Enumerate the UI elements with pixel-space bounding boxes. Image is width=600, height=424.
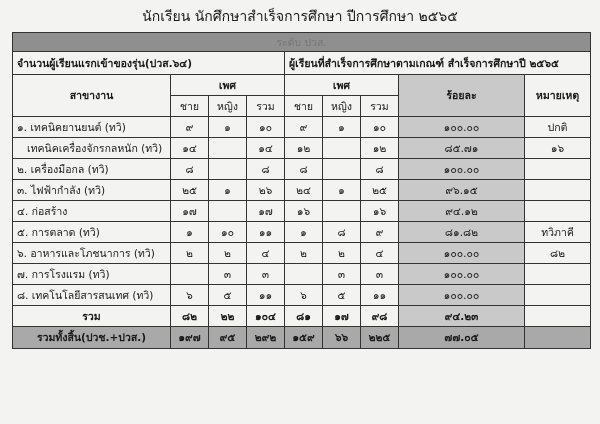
grad-female: ๕ xyxy=(323,285,361,306)
grad-male: ๑๒ xyxy=(285,138,323,159)
grad-total: ๑๑ xyxy=(361,285,399,306)
percent-value: ๘๕.๗๑ xyxy=(399,138,525,159)
grand-grad-female: ๖๖ xyxy=(323,327,361,349)
entry-female: ๓ xyxy=(209,264,247,285)
grad-male: ๑๖ xyxy=(285,201,323,222)
grad-female: ๑ xyxy=(323,180,361,201)
grad-female xyxy=(323,201,361,222)
entry-total: ๒๖ xyxy=(247,180,285,201)
entry-total: ๑๑ xyxy=(247,285,285,306)
note-value xyxy=(525,159,591,180)
total-percent: ๙๔.๒๓ xyxy=(399,306,525,327)
major-name: ๗. การโรงแรม (ทวิ) xyxy=(13,264,171,285)
entry-male: ๒๕ xyxy=(171,180,209,201)
grad-female xyxy=(323,138,361,159)
entry-female: ๑๐ xyxy=(209,222,247,243)
grad-male xyxy=(285,264,323,285)
entry-total: ๑๔ xyxy=(247,138,285,159)
grad-male: ๘ xyxy=(285,159,323,180)
entry-total: ๘ xyxy=(247,159,285,180)
table-row xyxy=(13,285,591,306)
graduation-table xyxy=(12,32,591,349)
total-entry-female: ๒๒ xyxy=(209,306,247,327)
group-right-header: ผู้เรียนที่สำเร็จการศึกษาตามเกณฑ์ สำเร็จการศึกษาปี ๒๕๖๕ xyxy=(285,52,591,75)
entry-male: ๖ xyxy=(171,285,209,306)
total-grad-male: ๘๑ xyxy=(285,306,323,327)
male-header-left: ชาย xyxy=(171,96,209,117)
total-entry-total: ๑๐๔ xyxy=(247,306,285,327)
grad-total: ๙ xyxy=(361,222,399,243)
total-grad-total: ๙๘ xyxy=(361,306,399,327)
level-label: ระดับ ปวส. xyxy=(13,33,591,52)
percent-value: ๑๐๐.๐๐ xyxy=(399,264,525,285)
entry-total: ๑๗ xyxy=(247,201,285,222)
grad-female: ๑ xyxy=(323,117,361,138)
grand-percent: ๗๗.๐๕ xyxy=(399,327,525,349)
entry-total: ๑๐ xyxy=(247,117,285,138)
grand-total-label: รวมทั้งสิ้น(ปวช.+ปวส.) xyxy=(13,327,171,349)
grad-female xyxy=(323,159,361,180)
total-grad-female: ๑๗ xyxy=(323,306,361,327)
percent-value: ๘๑.๘๒ xyxy=(399,222,525,243)
table-row xyxy=(13,243,591,264)
percent-value: ๑๐๐.๐๐ xyxy=(399,285,525,306)
entry-female: ๒ xyxy=(209,243,247,264)
percent-header: ร้อยละ xyxy=(399,75,525,117)
table-row xyxy=(13,180,591,201)
entry-total: ๑๑ xyxy=(247,222,285,243)
sex-header-left: เพศ xyxy=(171,75,285,96)
major-name: ๔. ก่อสร้าง xyxy=(13,201,171,222)
female-header-right: หญิง xyxy=(323,96,361,117)
grand-grad-male: ๑๕๙ xyxy=(285,327,323,349)
entry-female: ๑ xyxy=(209,180,247,201)
major-name: ๑. เทคนิคยานยนต์ (ทวิ) xyxy=(13,117,171,138)
note-value xyxy=(525,180,591,201)
grad-male: ๒๔ xyxy=(285,180,323,201)
major-header: สาขางาน xyxy=(13,75,171,117)
major-name: ๕. การตลาด (ทวิ) xyxy=(13,222,171,243)
total-label: รวม xyxy=(13,306,171,327)
note-value xyxy=(525,264,591,285)
percent-value: ๙๖.๑๕ xyxy=(399,180,525,201)
grand-entry-female: ๙๕ xyxy=(209,327,247,349)
entry-female: ๕ xyxy=(209,285,247,306)
grad-total: ๒๕ xyxy=(361,180,399,201)
group-left-header: จำนวนผู้เรียนแรกเข้าของรุ่น(ปวส.๖๔) xyxy=(13,52,285,75)
sex-header-right: เพศ xyxy=(285,75,399,96)
male-header-right: ชาย xyxy=(285,96,323,117)
grad-male: ๙ xyxy=(285,117,323,138)
percent-value: ๑๐๐.๐๐ xyxy=(399,243,525,264)
percent-value: ๙๔.๑๒ xyxy=(399,201,525,222)
table-row xyxy=(13,222,591,243)
major-name: ๘. เทคโนโลยีสารสนเทศ (ทวิ) xyxy=(13,285,171,306)
percent-value: ๑๐๐.๐๐ xyxy=(399,159,525,180)
note-value: ๘๒ xyxy=(525,243,591,264)
entry-male: ๒ xyxy=(171,243,209,264)
table-row xyxy=(13,264,591,285)
grad-total: ๔ xyxy=(361,243,399,264)
note-value: ๑๖ xyxy=(525,138,591,159)
table-row xyxy=(13,159,591,180)
grad-total: ๑๒ xyxy=(361,138,399,159)
grand-grad-total: ๒๒๕ xyxy=(361,327,399,349)
table-row xyxy=(13,201,591,222)
entry-female xyxy=(209,138,247,159)
note-value: ปกติ xyxy=(525,117,591,138)
entry-female xyxy=(209,201,247,222)
grand-entry-male: ๑๙๗ xyxy=(171,327,209,349)
entry-male: ๑๔ xyxy=(171,138,209,159)
entry-male: ๘ xyxy=(171,159,209,180)
grand-note xyxy=(525,327,591,349)
level-row xyxy=(13,33,591,52)
grad-male: ๒ xyxy=(285,243,323,264)
note-header: หมายเหตุ xyxy=(525,75,591,117)
major-name: เทคนิคเครื่องจักรกลหนัก (ทวิ) xyxy=(13,138,171,159)
table-row xyxy=(13,117,591,138)
entry-male: ๑๗ xyxy=(171,201,209,222)
table-row xyxy=(13,138,591,159)
grad-female: ๘ xyxy=(323,222,361,243)
female-header-left: หญิง xyxy=(209,96,247,117)
major-name: ๒. เครื่องมือกล (ทวิ) xyxy=(13,159,171,180)
entry-male: ๑ xyxy=(171,222,209,243)
grad-total: ๑๐ xyxy=(361,117,399,138)
note-value: ทวิภาคี xyxy=(525,222,591,243)
note-value xyxy=(525,285,591,306)
grad-female: ๒ xyxy=(323,243,361,264)
grad-total: ๘ xyxy=(361,159,399,180)
major-name: ๓. ไฟฟ้ากำลัง (ทวิ) xyxy=(13,180,171,201)
total-header-right: รวม xyxy=(361,96,399,117)
total-entry-male: ๘๒ xyxy=(171,306,209,327)
entry-male xyxy=(171,264,209,285)
grand-total-row xyxy=(13,327,591,349)
grad-male: ๑ xyxy=(285,222,323,243)
total-row xyxy=(13,306,591,327)
grad-total: ๑๖ xyxy=(361,201,399,222)
entry-male: ๙ xyxy=(171,117,209,138)
entry-female xyxy=(209,159,247,180)
header-row xyxy=(13,75,591,96)
entry-total: ๓ xyxy=(247,264,285,285)
group-header-row xyxy=(13,52,591,75)
entry-total: ๔ xyxy=(247,243,285,264)
grad-male: ๖ xyxy=(285,285,323,306)
entry-female: ๑ xyxy=(209,117,247,138)
grand-entry-total: ๒๙๒ xyxy=(247,327,285,349)
grad-total: ๓ xyxy=(361,264,399,285)
major-name: ๖. อาหารและโภชนาการ (ทวิ) xyxy=(13,243,171,264)
total-note xyxy=(525,306,591,327)
grad-female: ๓ xyxy=(323,264,361,285)
note-value xyxy=(525,201,591,222)
page-title: นักเรียน นักศึกษาสำเร็จการศึกษา ปีการศึกษา ๒๕๖๕ xyxy=(142,9,458,25)
total-header-left: รวม xyxy=(247,96,285,117)
percent-value: ๑๐๐.๐๐ xyxy=(399,117,525,138)
